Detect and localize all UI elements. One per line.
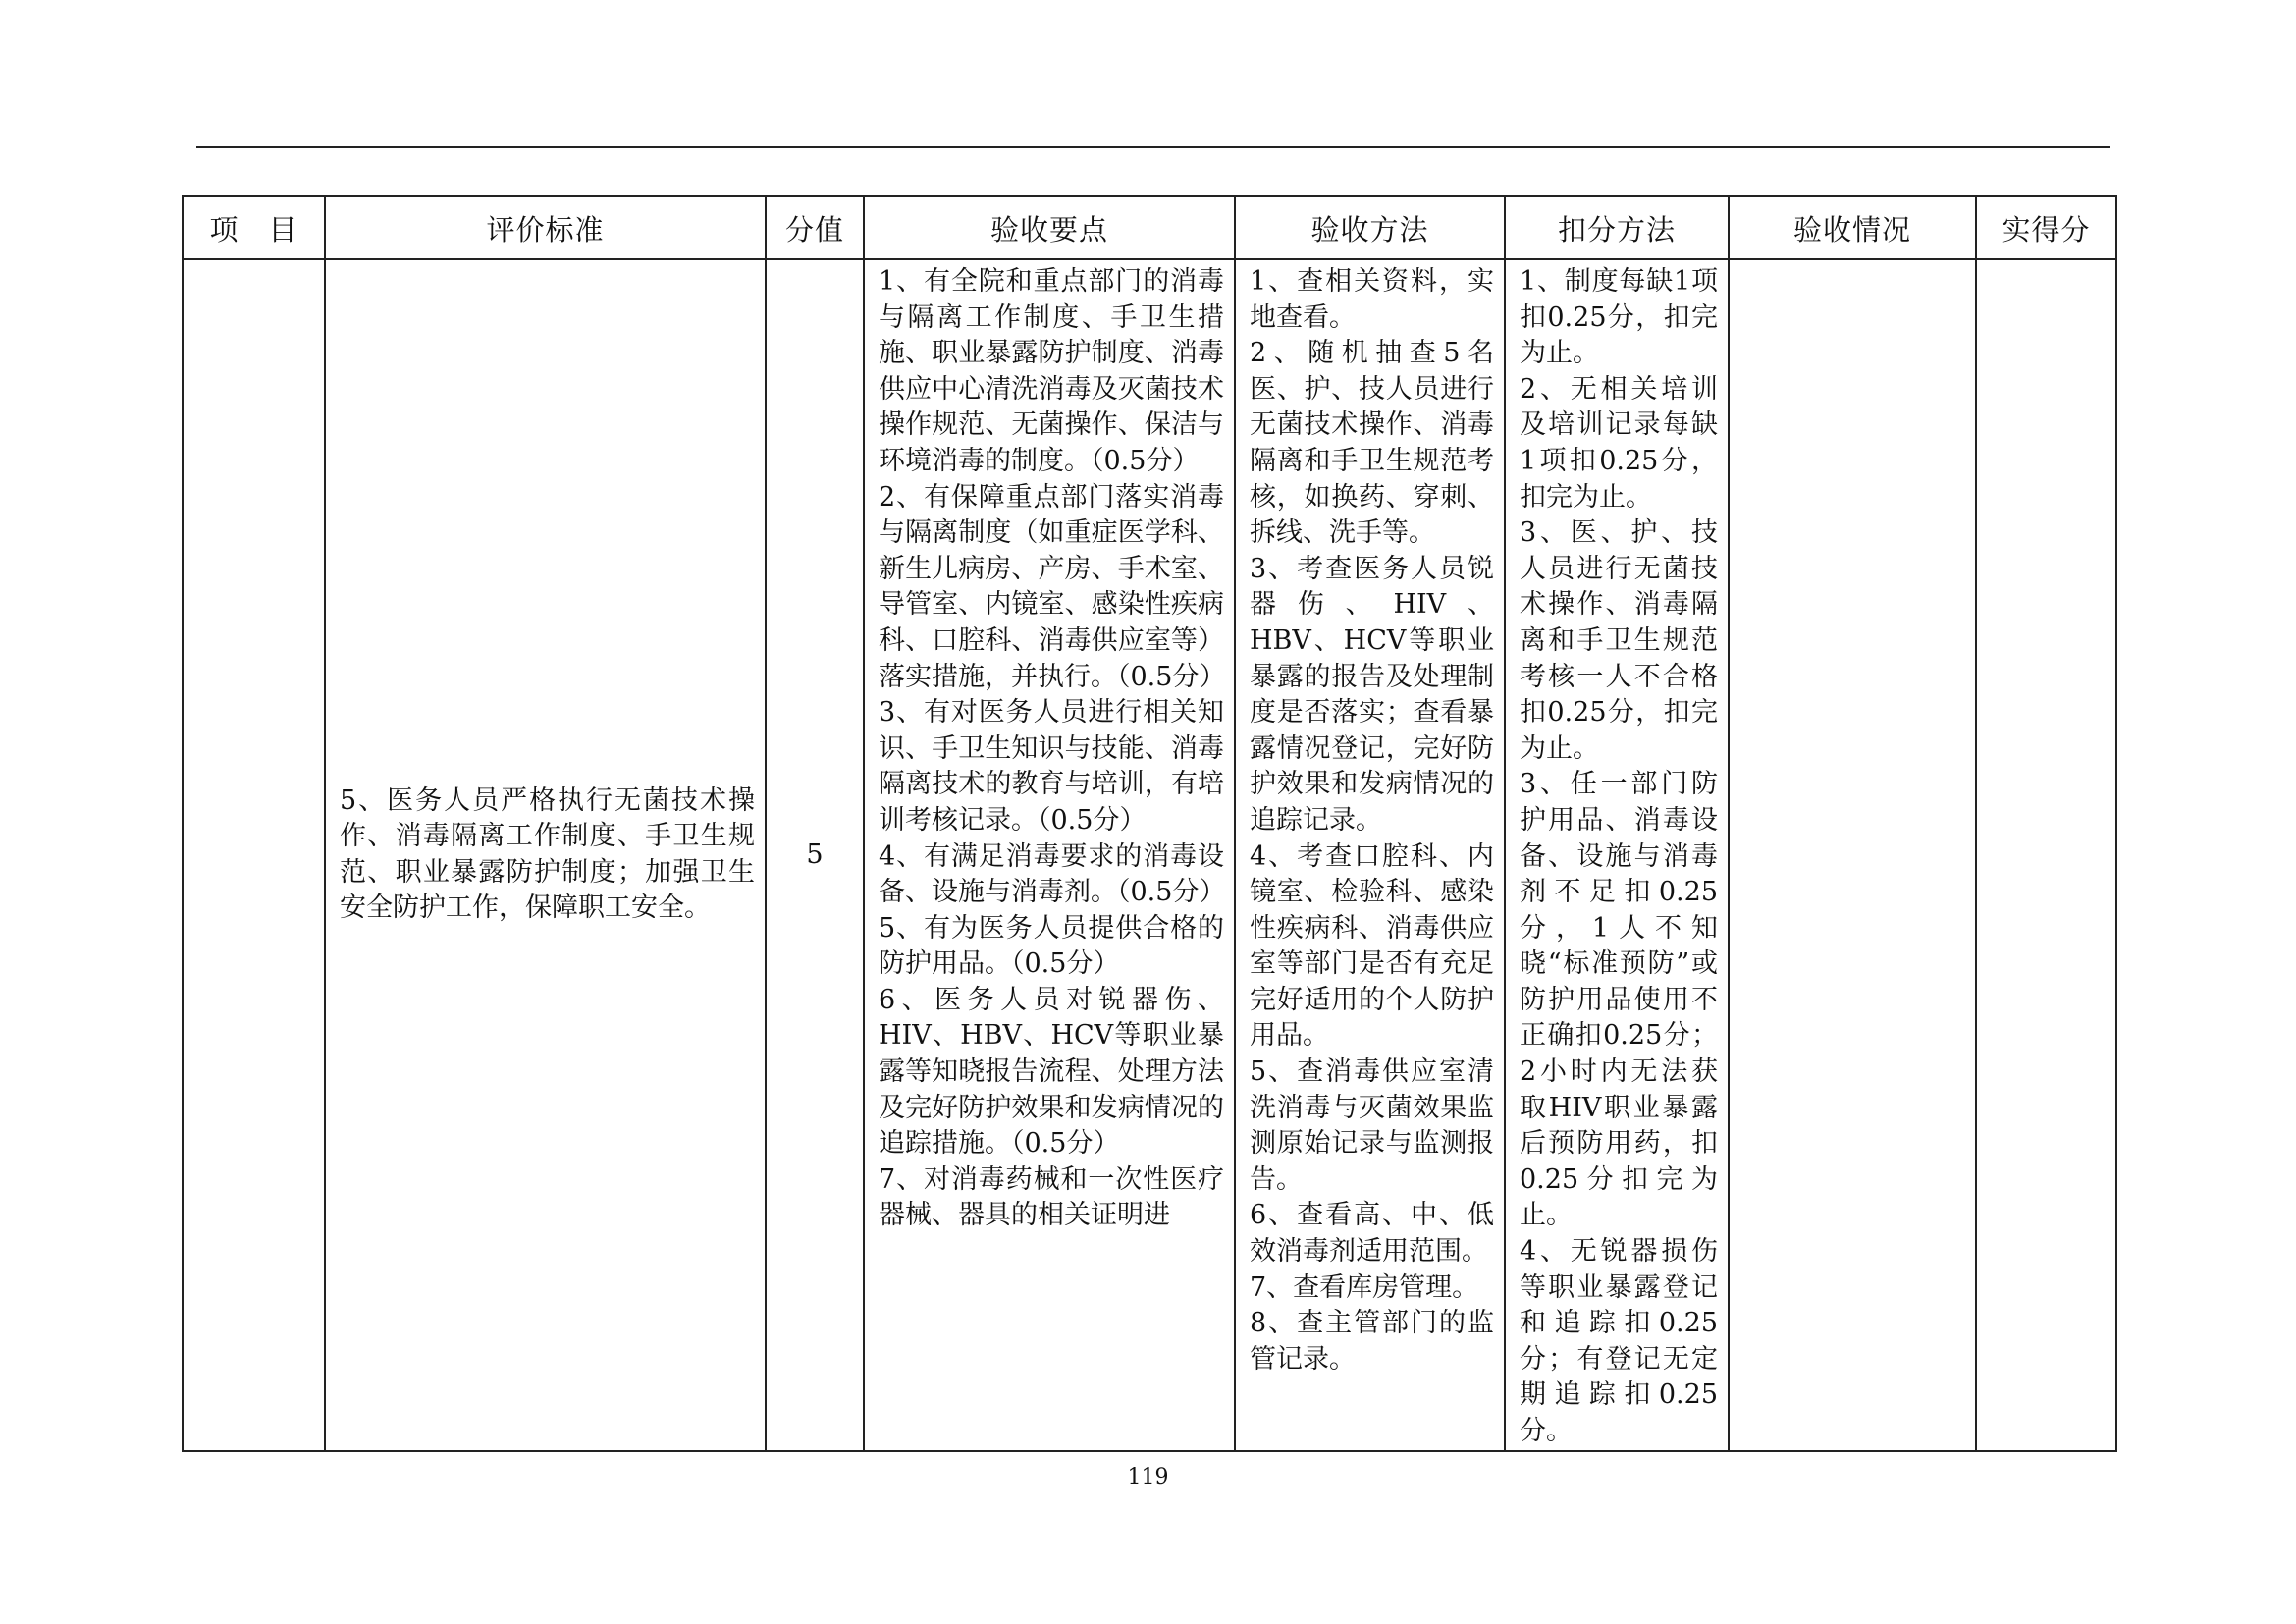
method-item: 5、查消毒供应室清洗消毒与灭菌效果监测原始记录与监测报告。: [1250, 1056, 1494, 1195]
deductions-cell: [1505, 259, 1729, 1451]
header-item: 项 目: [183, 196, 325, 259]
methods-list: [1236, 260, 1504, 1378]
key-points-list: [865, 260, 1234, 1234]
deduction-item: 1、制度每缺1项扣0.25分，扣完为止。: [1520, 266, 1718, 369]
criteria-text: 5、医务人员严格执行无菌技术操作、消毒隔离工作制度、手卫生规范、职业暴露防护制度；加强卫生安全防护工作，保障职工安全。: [340, 785, 755, 924]
actual-score-cell: [1976, 259, 2116, 1451]
key-point: 6、医务人员对锐器伤、HIV、HBV、HCV等职业暴露等知晓报告流程、处理方法及完好防护效果和发病情况的追踪措施。（0.5分）: [879, 984, 1224, 1160]
key-point: 2、有保障重点部门落实消毒与隔离制度（如重症医学科、新生儿病房、产房、手术室、导管室、内镜室、感染性疾病科、口腔科、消毒供应室等）落实措施，并执行。（0.5分）: [879, 481, 1226, 692]
key-point: 5、有为医务人员提供合格的防护用品。（0.5分）: [879, 912, 1224, 980]
method-item: 4、考查口腔科、内镜室、检验科、感染性疾病科、消毒供应室等部门是否有充足完好适用的个人防护用品。: [1250, 840, 1494, 1052]
header-deductions: 扣分方法: [1505, 196, 1729, 259]
key-point: 7、对消毒药械和一次性医疗器械、器具的相关证明进: [879, 1164, 1224, 1231]
item-text: [184, 260, 324, 264]
score-cell: 5: [766, 259, 864, 1451]
header-rule: [196, 146, 2110, 148]
header-acceptance: 验收情况: [1729, 196, 1976, 259]
deductions-list: [1506, 260, 1728, 1450]
table-header-row: [183, 196, 2116, 259]
key-point: 1、有全院和重点部门的消毒与隔离工作制度、手卫生措施、职业暴露防护制度、消毒供应中心清洗消毒及灭菌技术操作规范、无菌操作、保洁与环境消毒的制度。（0.5分）: [879, 266, 1224, 476]
actual-score-text: [1977, 260, 2115, 264]
method-item: 8、查主管部门的监管记录。: [1250, 1308, 1494, 1375]
methods-cell: [1235, 259, 1505, 1451]
header-methods: 验收方法: [1235, 196, 1505, 259]
deduction-item: 3、任一部门防护用品、消毒设备、设施与消毒剂不足扣0.25分，1人不知晓“标准预防”或防护用品使用不正确扣0.25分；2小时内无法获取HIV职业暴露后预防用药，扣0.25分扣完为止。: [1520, 769, 1718, 1231]
header-actual-score: 实得分: [1976, 196, 2116, 259]
key-point: 3、有对医务人员进行相关知识、手卫生知识与技能、消毒隔离技术的教育与培训，有培训考核记录。（0.5分）: [879, 697, 1224, 836]
method-item: 2、随机抽查5名医、护、技人员进行无菌技术操作、消毒隔离和手卫生规范考核，如换药、穿刺、拆线、洗手等。: [1250, 338, 1494, 549]
key-point: 4、有满足消毒要求的消毒设备、设施与消毒剂。（0.5分）: [879, 840, 1226, 908]
deduction-item: 3、医、护、技人员进行无菌技术操作、消毒隔离和手卫生规范考核一人不合格扣0.25分，扣完为止。: [1520, 517, 1718, 764]
header-criteria: 评价标准: [325, 196, 766, 259]
method-item: 1、查相关资料，实地查看。: [1250, 266, 1494, 333]
deduction-item: 2、无相关培训及培训记录每缺1项扣0.25分，扣完为止。: [1520, 373, 1718, 513]
method-item: 7、查看库房管理。: [1250, 1272, 1479, 1303]
header-score: 分值: [766, 196, 864, 259]
table-row: [183, 259, 2116, 1451]
key-points-cell: [864, 259, 1235, 1451]
evaluation-table: [182, 195, 2117, 1452]
item-cell: [183, 259, 325, 1451]
page-number: 119: [1127, 1465, 1169, 1489]
header-key-points: 验收要点: [864, 196, 1235, 259]
acceptance-text: [1730, 260, 1975, 264]
criteria-cell: [325, 259, 766, 1451]
method-item: 6、查看高、中、低效消毒剂适用范围。: [1250, 1200, 1494, 1268]
method-item: 3、考查医务人员锐器伤、HIV、HBV、HCV等职业暴露的报告及处理制度是否落实；查看暴露情况登记，完好防护效果和发病情况的追踪记录。: [1250, 553, 1494, 836]
deduction-item: 4、无锐器损伤等职业暴露登记和追踪扣0.25分；有登记无定期追踪扣0.25分。: [1520, 1236, 1718, 1446]
acceptance-cell: [1729, 259, 1976, 1451]
evaluation-table-container: [182, 195, 2115, 1452]
